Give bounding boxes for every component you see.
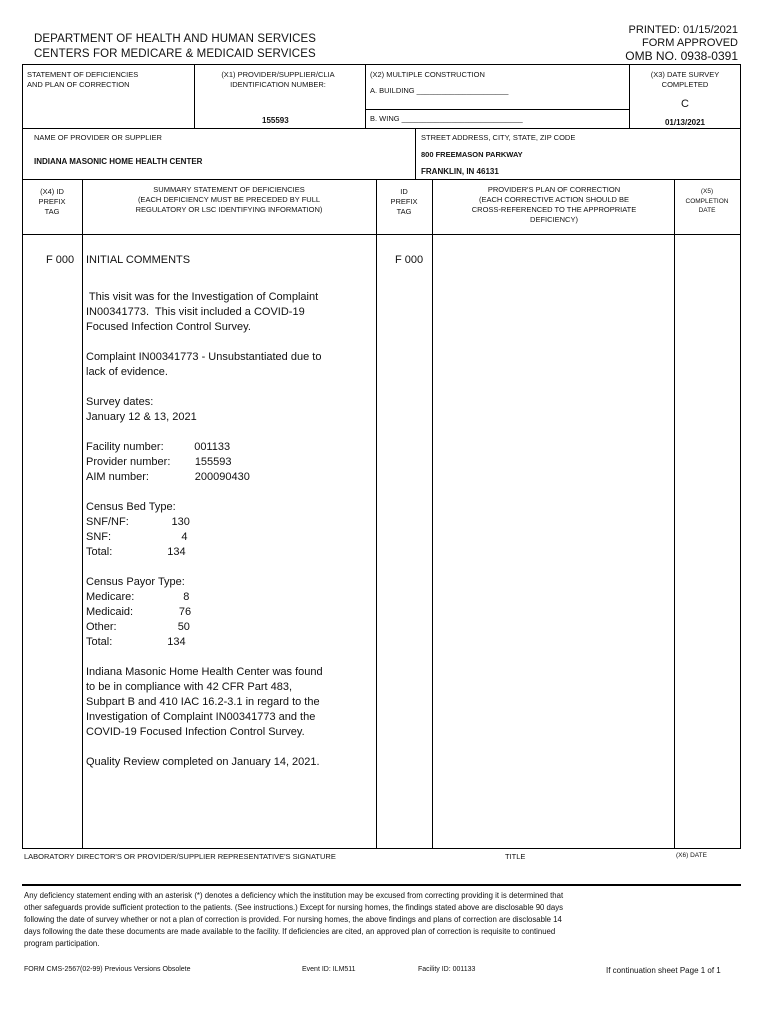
divider: [22, 884, 741, 886]
title-label: TITLE: [505, 852, 526, 861]
printed-date: PRINTED: 01/15/2021: [628, 24, 738, 36]
entry-body: This visit was for the Investigation of Complaint IN00341773. This visit included a COVID-19 Focused Infection Control Survey. Complaint IN00341773 - Unsubstantiated due to lack of evidence. Survey dates: January 12 & 13, 2021 Facility number: 001133 Provider number: 155593 AIM number: 200090430 Census Bed Type: SNF/NF: 130 SNF: 4 Total: 134 Census Payor Type: Medicare: 8 Medicaid: 76 Other: 50 Total: 134 Indiana Masonic Home Health Center was found to be in compliance with 42 CFR Part 483, Subpart B and 410 IAC 16.2-3.1 in regard to the Investigation of Complaint IN00341773 and the COVID-19 Focused Infection Control Survey. Quality Review completed on January 14, 2021.: [86, 291, 323, 768]
plan-header: PROVIDER'S PLAN OF CORRECTION (EACH CORRECTIVE ACTION SHOULD BE CROSS-REFERENCED TO THE APPROPRIATE DEFICIENCY): [471, 185, 637, 224]
facility-id: Facility ID: 001133: [418, 966, 476, 973]
x1-label: (X1) PROVIDER/SUPPLIER/CLIA IDENTIFICATION NUMBER:: [221, 70, 335, 89]
frame-right: [740, 64, 741, 848]
divider: [415, 128, 416, 179]
statement-label: STATEMENT OF DEFICIENCIES AND PLAN OF CORRECTION: [27, 70, 139, 89]
provider-id: 155593: [262, 116, 289, 125]
street-address: 800 FREEMASON PARKWAY: [421, 150, 523, 159]
id-header: ID PREFIX TAG: [390, 187, 418, 216]
survey-code: C: [681, 98, 689, 110]
date-label: (X6) DATE: [676, 852, 707, 859]
footnote: Any deficiency statement ending with an asterisk (*) denotes a deficiency which the institution may be excused from correcting providing it is determined that other safeguards provide sufficient protection to the patients. (See instructions.) Except for nursing homes, the findings stated above are disclosable 90 days following the date of survey whether or not a plan of correction is provided. For nursing homes, the above findings and plans of correction are disclosable 14 days following the date these documents are made available to the facility. If deficiencies are cited, an approved plan of correction is requisite to continued program participation.: [24, 891, 564, 948]
column-divider: [82, 179, 83, 848]
column-divider: [376, 179, 377, 848]
summary-header: SUMMARY STATEMENT OF DEFICIENCIES (EACH DEFICIENCY MUST BE PRECEDED BY FULL REGULATORY OR LSC IDENTIFYING INFORMATION): [135, 185, 323, 214]
form-approved: FORM APPROVED: [642, 37, 738, 49]
x2-label: (X2) MULTIPLE CONSTRUCTION: [370, 70, 485, 79]
column-divider: [674, 179, 675, 848]
x3-label: (X3) DATE SURVEY COMPLETED: [650, 70, 720, 89]
city-state-zip: FRANKLIN, IN 46131: [421, 167, 499, 176]
x4-header: (X4) ID PREFIX TAG: [38, 187, 66, 216]
omb-number: OMB NO. 0938-0391: [625, 49, 738, 63]
provider-name-label: NAME OF PROVIDER OR SUPPLIER: [34, 133, 162, 142]
agency-header: [34, 32, 316, 62]
divider: [22, 179, 741, 180]
wing-label: B. WING _____________________________: [370, 114, 523, 123]
frame-left: [22, 64, 23, 848]
building-label: A. BUILDING ______________________: [370, 86, 509, 95]
agency-name: CENTERS FOR MEDICARE & MEDICAID SERVICES: [34, 48, 316, 60]
provider-name: INDIANA MASONIC HOME HEALTH CENTER: [34, 157, 203, 166]
right-tag: F 000: [395, 254, 424, 266]
department-name: DEPARTMENT OF HEALTH AND HUMAN SERVICES: [34, 33, 317, 45]
x5-header: (X5) COMPLETION DATE: [685, 188, 729, 214]
divider: [22, 848, 741, 849]
signature-label: LABORATORY DIRECTOR'S OR PROVIDER/SUPPLIER REPRESENTATIVE'S SIGNATURE: [24, 852, 336, 861]
continuation-sheet: If continuation sheet Page 1 of 1: [606, 966, 721, 975]
divider: [365, 64, 366, 128]
form-number: FORM CMS-2567(02-99) Previous Versions Obsolete: [24, 966, 191, 973]
form-info: [625, 24, 738, 63]
event-id: Event ID: ILM511: [302, 966, 356, 973]
entry-title: INITIAL COMMENTS: [86, 254, 191, 266]
divider: [194, 64, 195, 128]
divider: [22, 128, 741, 129]
divider: [365, 109, 629, 110]
survey-date: 01/13/2021: [664, 118, 706, 127]
column-divider: [432, 179, 433, 848]
frame-top: [22, 64, 741, 65]
left-tag: F 000: [46, 254, 75, 266]
address-label: STREET ADDRESS, CITY, STATE, ZIP CODE: [421, 133, 576, 142]
divider: [22, 234, 741, 235]
